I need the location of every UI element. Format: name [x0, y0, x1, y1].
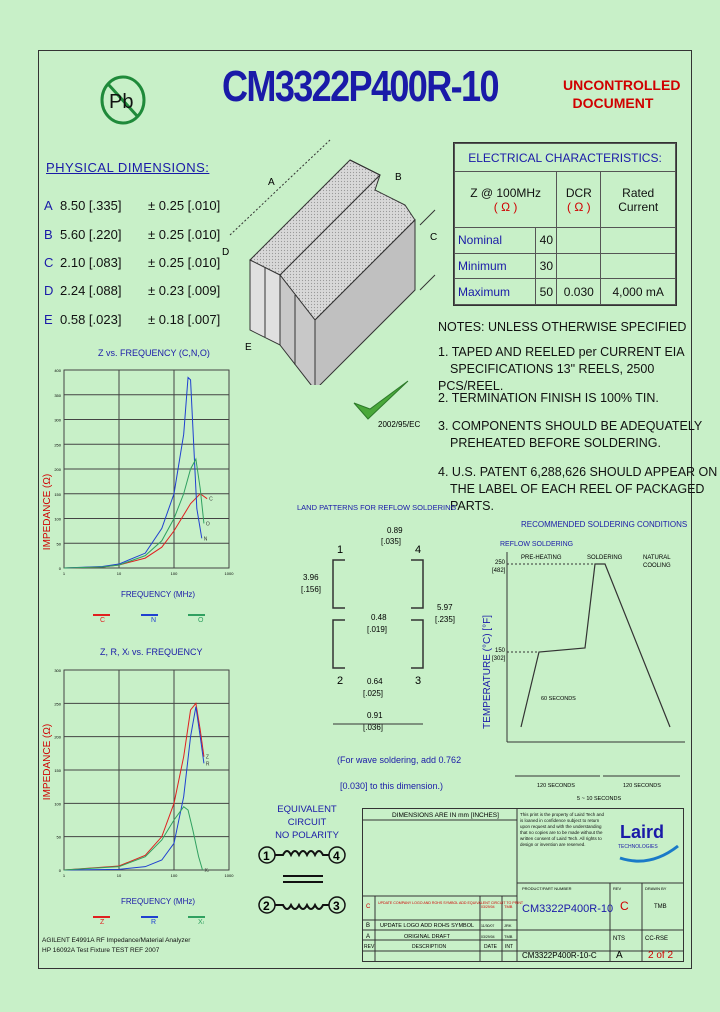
rev-row-desc: UPDATE COMPANY LOGO AND ROHS SYMBOL ADD EQUIVALENT CIRCUIT TO PRINT — [378, 901, 524, 905]
dcr-header-label: DCR — [565, 185, 592, 200]
footer-line1: AGILENT E4991A RF Impedance/Material Analyzer — [42, 937, 191, 944]
rev-row-date: 03/29/04 — [481, 905, 495, 909]
dim-value: 5.60 [.220] — [60, 227, 122, 242]
drawing-number: CM3322P400R-10-C — [522, 951, 597, 960]
row-label: Minimum — [455, 253, 536, 279]
dim-key: A — [44, 198, 53, 213]
dim-key: E — [44, 312, 53, 327]
dim-label-a: A — [268, 177, 275, 188]
note-3 — [438, 418, 702, 452]
desc-header: DESCRIPTION — [412, 944, 447, 950]
y-tick-label: 150 — [54, 768, 61, 773]
x-tick-label: 10 — [116, 873, 122, 878]
soldering-profile — [455, 512, 687, 807]
chart1 — [38, 362, 238, 622]
dim-label-b: B — [395, 172, 402, 183]
lead-free-icon — [97, 72, 149, 128]
dim-row-b — [44, 227, 220, 245]
series-end-label: R — [205, 761, 210, 768]
z-header-label: Z @ 100MHz — [470, 185, 542, 200]
electrical-heading: ELECTRICAL CHARACTERISTICS: — [455, 144, 676, 172]
dim-tolerance: ± 0.18 [.007] — [148, 312, 221, 327]
y-tick-label: 100 — [54, 801, 61, 807]
x-tick-label: 1000 — [224, 571, 234, 576]
rev-label: REV — [613, 886, 622, 891]
x-tick-label: 1 — [62, 571, 66, 576]
rev-header: REV — [364, 944, 375, 950]
land-pin: 3 — [415, 675, 422, 687]
chart2-legend-r: R — [151, 919, 157, 926]
y-tick-label: 250 — [54, 701, 61, 707]
dim-label-d: D — [222, 247, 230, 258]
dim-row-d — [44, 283, 220, 301]
dim-label-e: E — [245, 342, 252, 353]
page-title: CM3322P400R-10 — [222, 62, 498, 111]
x-tick-label: 100 — [170, 571, 178, 576]
dim-value: 2.10 [.083] — [60, 255, 122, 270]
rohs-check-icon — [350, 375, 420, 430]
dim-value: 0.58 [.023] — [60, 312, 122, 327]
dim-key: B — [44, 227, 53, 242]
uncontrolled-line2: DOCUMENT — [572, 95, 654, 111]
equivalent-circuit — [255, 838, 355, 923]
dims-note: DIMENSIONS ARE IN mm [INCHES] — [392, 812, 499, 819]
z-value: 30 — [536, 253, 557, 279]
solder-temp: [482] — [492, 568, 506, 574]
solder-soldering: SOLDERING — [587, 555, 623, 561]
series-end-label: C — [209, 496, 213, 503]
land-dim: [.019] — [367, 625, 388, 634]
solder-natural1: NATURAL — [643, 555, 671, 561]
note-number: 4. — [438, 465, 449, 479]
table-row — [455, 228, 676, 254]
current-header-l2: Current — [618, 199, 659, 214]
chart2 — [38, 662, 238, 930]
y-tick-label: 200 — [54, 734, 61, 740]
y-tick-label: 200 — [54, 467, 61, 472]
dim-tolerance: ± 0.25 [.010] — [148, 255, 221, 270]
rohs-label: 2002/95/EC — [378, 420, 420, 429]
equiv-subtitle: NO POLARITY — [275, 830, 339, 841]
series-end-label: N — [203, 536, 208, 543]
note-number: 1. — [438, 345, 449, 359]
note-line: U.S. PATENT 6,288,626 SHOULD APPEAR ON — [451, 465, 718, 479]
rev-row-date: 03/29/04 — [481, 935, 495, 939]
chart2-title: Z, R, Xₗ vs. FREQUENCY — [100, 647, 203, 657]
z-value: 50 — [536, 279, 557, 305]
solder-preheat: PRE-HEATING — [521, 555, 562, 561]
rev-row-rev: C — [366, 904, 371, 910]
land-dim: [.025] — [363, 689, 384, 698]
solder-natural2: COOLING — [643, 563, 671, 569]
note-line: PARTS. — [450, 499, 494, 513]
chart2-ylabel: IMPEDANCE (Ω) — [42, 723, 53, 801]
notes-heading: NOTES: UNLESS OTHERWISE SPECIFIED — [438, 320, 687, 334]
dim-row-a — [44, 198, 220, 216]
chart1-xlabel: FREQUENCY (MHz) — [120, 590, 196, 599]
solder-temp: 250 — [495, 560, 506, 566]
dim-key: C — [44, 255, 54, 270]
note-line: TAPED AND REELED per CURRENT EIA — [451, 345, 685, 359]
row-label: Maximum — [455, 279, 536, 305]
y-tick-label: 300 — [54, 668, 61, 673]
proprietary-notice: This print is the property of Laird Tech and is loaned in confidence subject to return upon request and with the understanding that no copies are to be made without the written consent of Laird Tech. All rights to design or invention are reserved. — [520, 812, 604, 847]
by-header: INT — [505, 944, 514, 950]
equiv-pin: 3 — [333, 899, 340, 913]
chart1-title: Z vs. FREQUENCY (C,N,O) — [98, 348, 210, 358]
solder-120s-b: 120 SECONDS — [623, 783, 661, 789]
land-dim: [.036] — [363, 723, 384, 732]
rev-row-desc: UPDATE LOGO ADD ROHS SYMBOL — [380, 923, 475, 929]
dim-key: D — [44, 283, 54, 298]
rev-value: C — [620, 899, 629, 913]
dcr-value: 0.030 — [557, 279, 601, 305]
equiv-title: EQUIVALENT CIRCUIT — [277, 804, 337, 828]
dim-tolerance: ± 0.23 [.009] — [148, 283, 221, 298]
z-header — [455, 172, 557, 228]
land-dim: 5.97 — [437, 603, 453, 612]
x-tick-label: 100 — [170, 873, 178, 878]
laird-logo-sub: TECHNOLOGIES — [618, 844, 658, 850]
y-tick-label: 400 — [54, 368, 61, 373]
y-tick-label: 0 — [58, 566, 61, 571]
dcr-value — [557, 228, 601, 254]
drawn-value: TMB — [654, 904, 667, 910]
current-value: 4,000 mA — [601, 279, 676, 305]
land-dim: [.035] — [381, 537, 402, 546]
note-2 — [438, 390, 659, 407]
note-number: 3. — [438, 419, 449, 433]
solder-5-10s: 5 ~ 10 SECONDS — [577, 796, 622, 802]
land-dim: 0.89 — [387, 526, 403, 535]
solder-temp: [302] — [492, 656, 506, 662]
y-tick-label: 300 — [54, 417, 61, 423]
y-tick-label: 250 — [54, 442, 61, 448]
equiv-pin: 1 — [263, 849, 270, 863]
pb-label: Pb — [109, 91, 134, 113]
land-pattern-drawing — [295, 498, 465, 803]
y-tick-label: 0 — [58, 868, 61, 873]
physical-dimensions-heading: PHYSICAL DIMENSIONS: — [46, 160, 210, 175]
note-number: 2. — [438, 391, 449, 405]
sheet-value: 2 of 2 — [648, 950, 674, 961]
chart1-legend-o: O — [198, 617, 204, 622]
current-value — [601, 253, 676, 279]
land-dim: 3.96 — [303, 573, 319, 582]
land-dim: [.235] — [435, 615, 456, 624]
part-label: PRODUCT/PART NUMBER — [522, 886, 572, 891]
current-header-l1: Rated — [622, 185, 655, 200]
z-value: 40 — [536, 228, 557, 254]
series-line-r — [64, 707, 204, 870]
note-4 — [438, 464, 717, 515]
note-line: TERMINATION FINISH IS 100% TIN. — [451, 391, 659, 405]
drawn-label: DRAWN BY — [645, 886, 667, 891]
y-tick-label: 100 — [54, 516, 61, 522]
solder-ylabel: TEMPERATURE (°C) [°F] — [482, 615, 493, 729]
land-note2: [0.030] to this dimension.) — [340, 781, 444, 791]
row-label: Nominal — [455, 228, 536, 254]
solder-title: RECOMMENDED SOLDERING CONDITIONS — [521, 520, 687, 529]
solder-reflow: REFLOW SOLDERING — [500, 541, 574, 548]
dim-row-e — [44, 312, 220, 330]
table-row — [455, 253, 676, 279]
land-title: LAND PATTERNS FOR REFLOW SOLDERING — [297, 503, 457, 512]
part-number: CM3322P400R-10 — [522, 903, 614, 915]
note-line: COMPONENTS SHOULD BE ADEQUATELY — [451, 419, 703, 433]
series-line-z — [64, 703, 204, 870]
series-end-label: Z — [205, 754, 209, 761]
uncontrolled-stamp — [563, 76, 681, 112]
solder-120s-a: 120 SECONDS — [537, 783, 575, 789]
dcr-value — [557, 253, 601, 279]
note-line: PREHEATED BEFORE SOLDERING. — [450, 436, 661, 450]
chart1-legend-c: C — [100, 617, 106, 622]
dim-row-c — [44, 255, 220, 273]
y-tick-label: 50 — [56, 541, 61, 547]
x-tick-label: 1 — [62, 873, 66, 878]
solder-60s: 60 SECONDS — [541, 696, 576, 702]
dcr-header-unit: ( Ω ) — [567, 199, 591, 214]
size-value: A — [616, 950, 623, 961]
rev-row-by: TMB — [504, 904, 513, 909]
uncontrolled-line1: UNCONTROLLED — [563, 77, 681, 93]
dim-tolerance: ± 0.25 [.010] — [148, 227, 221, 242]
current-value — [601, 228, 676, 254]
land-dim: 0.64 — [367, 677, 383, 686]
note-line: SPECIFICATIONS 13" REELS, 2500 PCS/REEL. — [438, 362, 655, 393]
analyzer-footer — [42, 936, 190, 956]
chart2-xlabel: FREQUENCY (MHz) — [120, 897, 196, 906]
rev-row-by: TMB — [504, 934, 513, 939]
land-note1: (For wave soldering, add 0.762 — [337, 755, 462, 765]
dim-tolerance: ± 0.25 [.010] — [148, 198, 221, 213]
land-pin: 4 — [415, 544, 422, 556]
dim-value: 2.24 [.088] — [60, 283, 122, 298]
note-line: THE LABEL OF EACH REEL OF PACKAGED — [450, 482, 705, 496]
footer-line2: HP 16092A Test Fixture TEST REF 2007 — [42, 947, 160, 954]
rev-row-desc: ORIGINAL DRAFT — [404, 934, 450, 940]
y-tick-label: 350 — [54, 392, 61, 398]
chart1-legend-n: N — [151, 617, 157, 622]
checked-value: CC-RSE — [645, 936, 669, 942]
rev-row-rev: B — [366, 923, 371, 929]
rev-row-rev: A — [366, 934, 371, 940]
equiv-pin: 2 — [263, 899, 270, 913]
land-pin: 1 — [337, 544, 344, 556]
equiv-heading — [262, 803, 352, 842]
current-header — [601, 172, 676, 228]
chart1-ylabel: IMPEDANCE (Ω) — [42, 473, 53, 551]
laird-logo-text: Laird — [620, 822, 665, 842]
x-tick-label: 10 — [116, 571, 122, 576]
land-pin: 2 — [337, 675, 344, 687]
equiv-pin: 4 — [333, 849, 340, 863]
land-dim: [.156] — [301, 585, 322, 594]
component-drawing — [220, 135, 445, 385]
chart2-legend-xl: Xₗ — [198, 919, 204, 926]
table-row — [455, 279, 676, 305]
series-end-label: O — [205, 521, 210, 528]
scale-value: NTS — [613, 936, 625, 942]
x-tick-label: 1000 — [224, 873, 234, 878]
dcr-header — [557, 172, 601, 228]
note-1 — [438, 344, 720, 395]
date-header: DATE — [484, 944, 497, 950]
dim-value: 8.50 [.335] — [60, 198, 122, 213]
rev-row-by: JRK — [504, 923, 512, 928]
land-dim: 0.48 — [371, 613, 387, 622]
y-tick-label: 150 — [54, 491, 61, 497]
solder-temp: 150 — [495, 648, 506, 654]
series-line-o — [64, 459, 204, 568]
z-header-unit: ( Ω ) — [493, 199, 518, 214]
series-line-n — [64, 377, 202, 568]
dim-label-c: C — [430, 232, 438, 243]
electrical-table — [453, 142, 677, 306]
chart2-legend-z: Z — [100, 919, 105, 926]
y-tick-label: 50 — [56, 834, 61, 840]
land-dim: 0.91 — [367, 711, 383, 720]
rev-row-date: 11/30/07 — [481, 924, 495, 928]
series-end-label: Xₗ — [204, 868, 209, 874]
